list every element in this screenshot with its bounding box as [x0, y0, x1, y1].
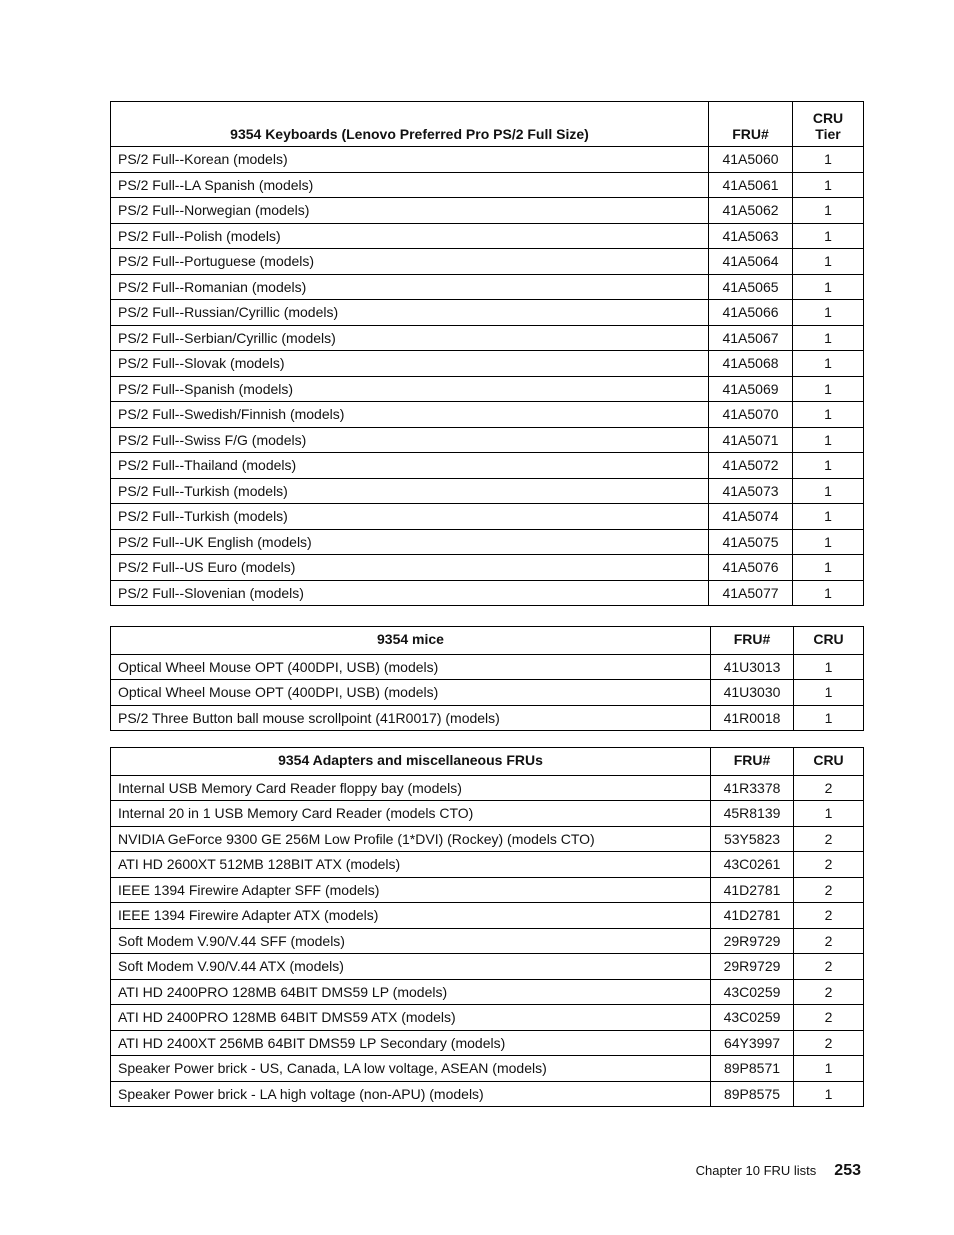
fru-number-cell: 41A5067 — [709, 325, 793, 351]
table-row — [111, 852, 864, 878]
cru-tier-cell: 1 — [793, 427, 864, 453]
fru-number-cell: 41A5063 — [709, 223, 793, 249]
fru-number-cell: 43C0259 — [711, 1005, 794, 1031]
cru-tier-cell: 1 — [793, 478, 864, 504]
description-cell: PS/2 Full--Polish (models) — [111, 223, 709, 249]
cru-tier-cell: 1 — [793, 172, 864, 198]
cru-tier-cell: 1 — [793, 274, 864, 300]
cru-tier-cell: 1 — [793, 376, 864, 402]
description-cell: PS/2 Three Button ball mouse scrollpoint (41R0017) (models) — [111, 705, 711, 731]
cru-tier-cell: 1 — [793, 198, 864, 224]
table-header-row — [111, 748, 864, 776]
table-title: 9354 mice — [111, 627, 711, 655]
cru-column-header: CRU — [794, 748, 864, 776]
cru-tier-cell: 1 — [793, 402, 864, 428]
description-cell: PS/2 Full--Slovenian (models) — [111, 580, 709, 606]
cru-tier-cell: 1 — [793, 453, 864, 479]
cru-tier-cell: 1 — [793, 529, 864, 555]
cru-tier-cell: 1 — [793, 147, 864, 173]
description-cell: PS/2 Full--Romanian (models) — [111, 274, 709, 300]
fru-column-header: FRU# — [711, 748, 794, 776]
table-row — [111, 478, 864, 504]
table-row — [111, 529, 864, 555]
description-cell: ATI HD 2400XT 256MB 64BIT DMS59 LP Secondary (models) — [111, 1030, 711, 1056]
table-header-row — [111, 627, 864, 655]
table-row — [111, 453, 864, 479]
description-cell: NVIDIA GeForce 9300 GE 256M Low Profile (1*DVI) (Rockey) (models CTO) — [111, 826, 711, 852]
table-row — [111, 1030, 864, 1056]
cru-tier-cell: 1 — [794, 1056, 864, 1082]
cru-tier-cell: 2 — [794, 852, 864, 878]
cru-tier-cell: 2 — [794, 1005, 864, 1031]
table-row — [111, 979, 864, 1005]
table-row — [111, 427, 864, 453]
cru-tier-column-header: CRU Tier — [793, 102, 864, 147]
description-cell: Optical Wheel Mouse OPT (400DPI, USB) (models) — [111, 654, 711, 680]
mice-table — [110, 626, 864, 731]
cru-tier-cell: 2 — [794, 877, 864, 903]
fru-number-cell: 41R3378 — [711, 775, 794, 801]
description-cell: Internal USB Memory Card Reader floppy bay (models) — [111, 775, 711, 801]
fru-number-cell: 41A5068 — [709, 351, 793, 377]
table-row — [111, 223, 864, 249]
table-row — [111, 172, 864, 198]
cru-tier-cell: 1 — [794, 654, 864, 680]
keyboards-table — [110, 101, 864, 606]
fru-number-cell: 41A5060 — [709, 147, 793, 173]
description-cell: ATI HD 2400PRO 128MB 64BIT DMS59 ATX (models) — [111, 1005, 711, 1031]
table-header-row — [111, 102, 864, 147]
fru-number-cell: 41D2781 — [711, 903, 794, 929]
fru-number-cell: 41A5075 — [709, 529, 793, 555]
fru-number-cell: 41U3030 — [711, 680, 794, 706]
page-footer — [696, 1162, 861, 1180]
cru-tier-cell: 2 — [794, 979, 864, 1005]
description-cell: PS/2 Full--Korean (models) — [111, 147, 709, 173]
table-row — [111, 300, 864, 326]
chapter-label: Chapter 10 FRU lists — [695, 1163, 817, 1178]
description-cell: Soft Modem V.90/V.44 ATX (models) — [111, 954, 711, 980]
cru-tier-cell: 1 — [794, 1081, 864, 1107]
description-cell: PS/2 Full--UK English (models) — [111, 529, 709, 555]
table-row — [111, 274, 864, 300]
fru-number-cell: 41A5070 — [709, 402, 793, 428]
description-cell: PS/2 Full--Portuguese (models) — [111, 249, 709, 275]
fru-number-cell: 41D2781 — [711, 877, 794, 903]
cru-tier-cell: 2 — [794, 826, 864, 852]
description-cell: Internal 20 in 1 USB Memory Card Reader (models CTO) — [111, 801, 711, 827]
fru-column-header: FRU# — [709, 102, 793, 147]
fru-number-cell: 29R9729 — [711, 928, 794, 954]
fru-number-cell: 41A5069 — [709, 376, 793, 402]
description-cell: PS/2 Full--US Euro (models) — [111, 555, 709, 581]
cru-column-header: CRU — [794, 627, 864, 655]
cru-tier-cell: 1 — [793, 580, 864, 606]
table-row — [111, 654, 864, 680]
cru-tier-cell: 2 — [794, 954, 864, 980]
fru-number-cell: 43C0261 — [711, 852, 794, 878]
description-cell: ATI HD 2400PRO 128MB 64BIT DMS59 LP (models) — [111, 979, 711, 1005]
table-row — [111, 198, 864, 224]
table-row — [111, 1081, 864, 1107]
table-row — [111, 826, 864, 852]
table-row — [111, 705, 864, 731]
table-row — [111, 680, 864, 706]
table-row — [111, 376, 864, 402]
fru-number-cell: 41A5074 — [709, 504, 793, 530]
fru-number-cell: 41A5064 — [709, 249, 793, 275]
cru-tier-cell: 1 — [793, 249, 864, 275]
adapters-table — [110, 747, 864, 1107]
description-cell: PS/2 Full--Slovak (models) — [111, 351, 709, 377]
description-cell: PS/2 Full--Serbian/Cyrillic (models) — [111, 325, 709, 351]
fru-column-header: FRU# — [711, 627, 794, 655]
cru-tier-cell: 1 — [793, 351, 864, 377]
table-row — [111, 801, 864, 827]
description-cell: ATI HD 2600XT 512MB 128BIT ATX (models) — [111, 852, 711, 878]
fru-number-cell: 41R0018 — [711, 705, 794, 731]
description-cell: PS/2 Full--Norwegian (models) — [111, 198, 709, 224]
table-title: 9354 Keyboards (Lenovo Preferred Pro PS/2 Full Size) — [111, 102, 709, 147]
description-cell: PS/2 Full--Russian/Cyrillic (models) — [111, 300, 709, 326]
fru-number-cell: 64Y3997 — [711, 1030, 794, 1056]
fru-number-cell: 53Y5823 — [711, 826, 794, 852]
cru-tier-cell: 1 — [793, 300, 864, 326]
table-row — [111, 903, 864, 929]
fru-number-cell: 45R8139 — [711, 801, 794, 827]
description-cell: PS/2 Full--Thailand (models) — [111, 453, 709, 479]
table-row — [111, 351, 864, 377]
fru-number-cell: 43C0259 — [711, 979, 794, 1005]
description-cell: IEEE 1394 Firewire Adapter SFF (models) — [111, 877, 711, 903]
fru-number-cell: 41A5077 — [709, 580, 793, 606]
fru-number-cell: 29R9729 — [711, 954, 794, 980]
cru-tier-cell: 1 — [794, 705, 864, 731]
fru-number-cell: 41A5073 — [709, 478, 793, 504]
table-row — [111, 1005, 864, 1031]
description-cell: PS/2 Full--Turkish (models) — [111, 478, 709, 504]
table-row — [111, 954, 864, 980]
fru-number-cell: 41A5071 — [709, 427, 793, 453]
cru-tier-cell: 1 — [794, 801, 864, 827]
description-cell: IEEE 1394 Firewire Adapter ATX (models) — [111, 903, 711, 929]
table-row — [111, 775, 864, 801]
fru-number-cell: 41A5062 — [709, 198, 793, 224]
table-row — [111, 580, 864, 606]
table-row — [111, 325, 864, 351]
table-row — [111, 877, 864, 903]
fru-number-cell: 41A5066 — [709, 300, 793, 326]
fru-number-cell: 41A5065 — [709, 274, 793, 300]
fru-number-cell: 89P8571 — [711, 1056, 794, 1082]
table-title: 9354 Adapters and miscellaneous FRUs — [111, 748, 711, 776]
cru-tier-cell: 1 — [794, 680, 864, 706]
fru-number-cell: 41A5076 — [709, 555, 793, 581]
cru-tier-cell: 2 — [794, 775, 864, 801]
cru-tier-cell: 2 — [794, 903, 864, 929]
description-cell: Speaker Power brick - US, Canada, LA low voltage, ASEAN (models) — [111, 1056, 711, 1082]
table-row — [111, 504, 864, 530]
table-row — [111, 402, 864, 428]
page-number: 253 — [834, 1162, 861, 1179]
description-cell: PS/2 Full--Swiss F/G (models) — [111, 427, 709, 453]
description-cell: Speaker Power brick - LA high voltage (non-APU) (models) — [111, 1081, 711, 1107]
cru-tier-cell: 2 — [794, 928, 864, 954]
table-row — [111, 928, 864, 954]
fru-number-cell: 41U3013 — [711, 654, 794, 680]
cru-tier-cell: 1 — [793, 223, 864, 249]
description-cell: PS/2 Full--Spanish (models) — [111, 376, 709, 402]
cru-tier-cell: 1 — [793, 504, 864, 530]
description-cell: PS/2 Full--Swedish/Finnish (models) — [111, 402, 709, 428]
description-cell: PS/2 Full--Turkish (models) — [111, 504, 709, 530]
fru-number-cell: 89P8575 — [711, 1081, 794, 1107]
cru-tier-cell: 1 — [793, 325, 864, 351]
cru-tier-cell: 2 — [794, 1030, 864, 1056]
fru-number-cell: 41A5072 — [709, 453, 793, 479]
description-cell: Optical Wheel Mouse OPT (400DPI, USB) (models) — [111, 680, 711, 706]
description-cell: PS/2 Full--LA Spanish (models) — [111, 172, 709, 198]
table-row — [111, 1056, 864, 1082]
description-cell: Soft Modem V.90/V.44 SFF (models) — [111, 928, 711, 954]
table-row — [111, 555, 864, 581]
table-row — [111, 147, 864, 173]
fru-number-cell: 41A5061 — [709, 172, 793, 198]
cru-tier-cell: 1 — [793, 555, 864, 581]
table-row — [111, 249, 864, 275]
